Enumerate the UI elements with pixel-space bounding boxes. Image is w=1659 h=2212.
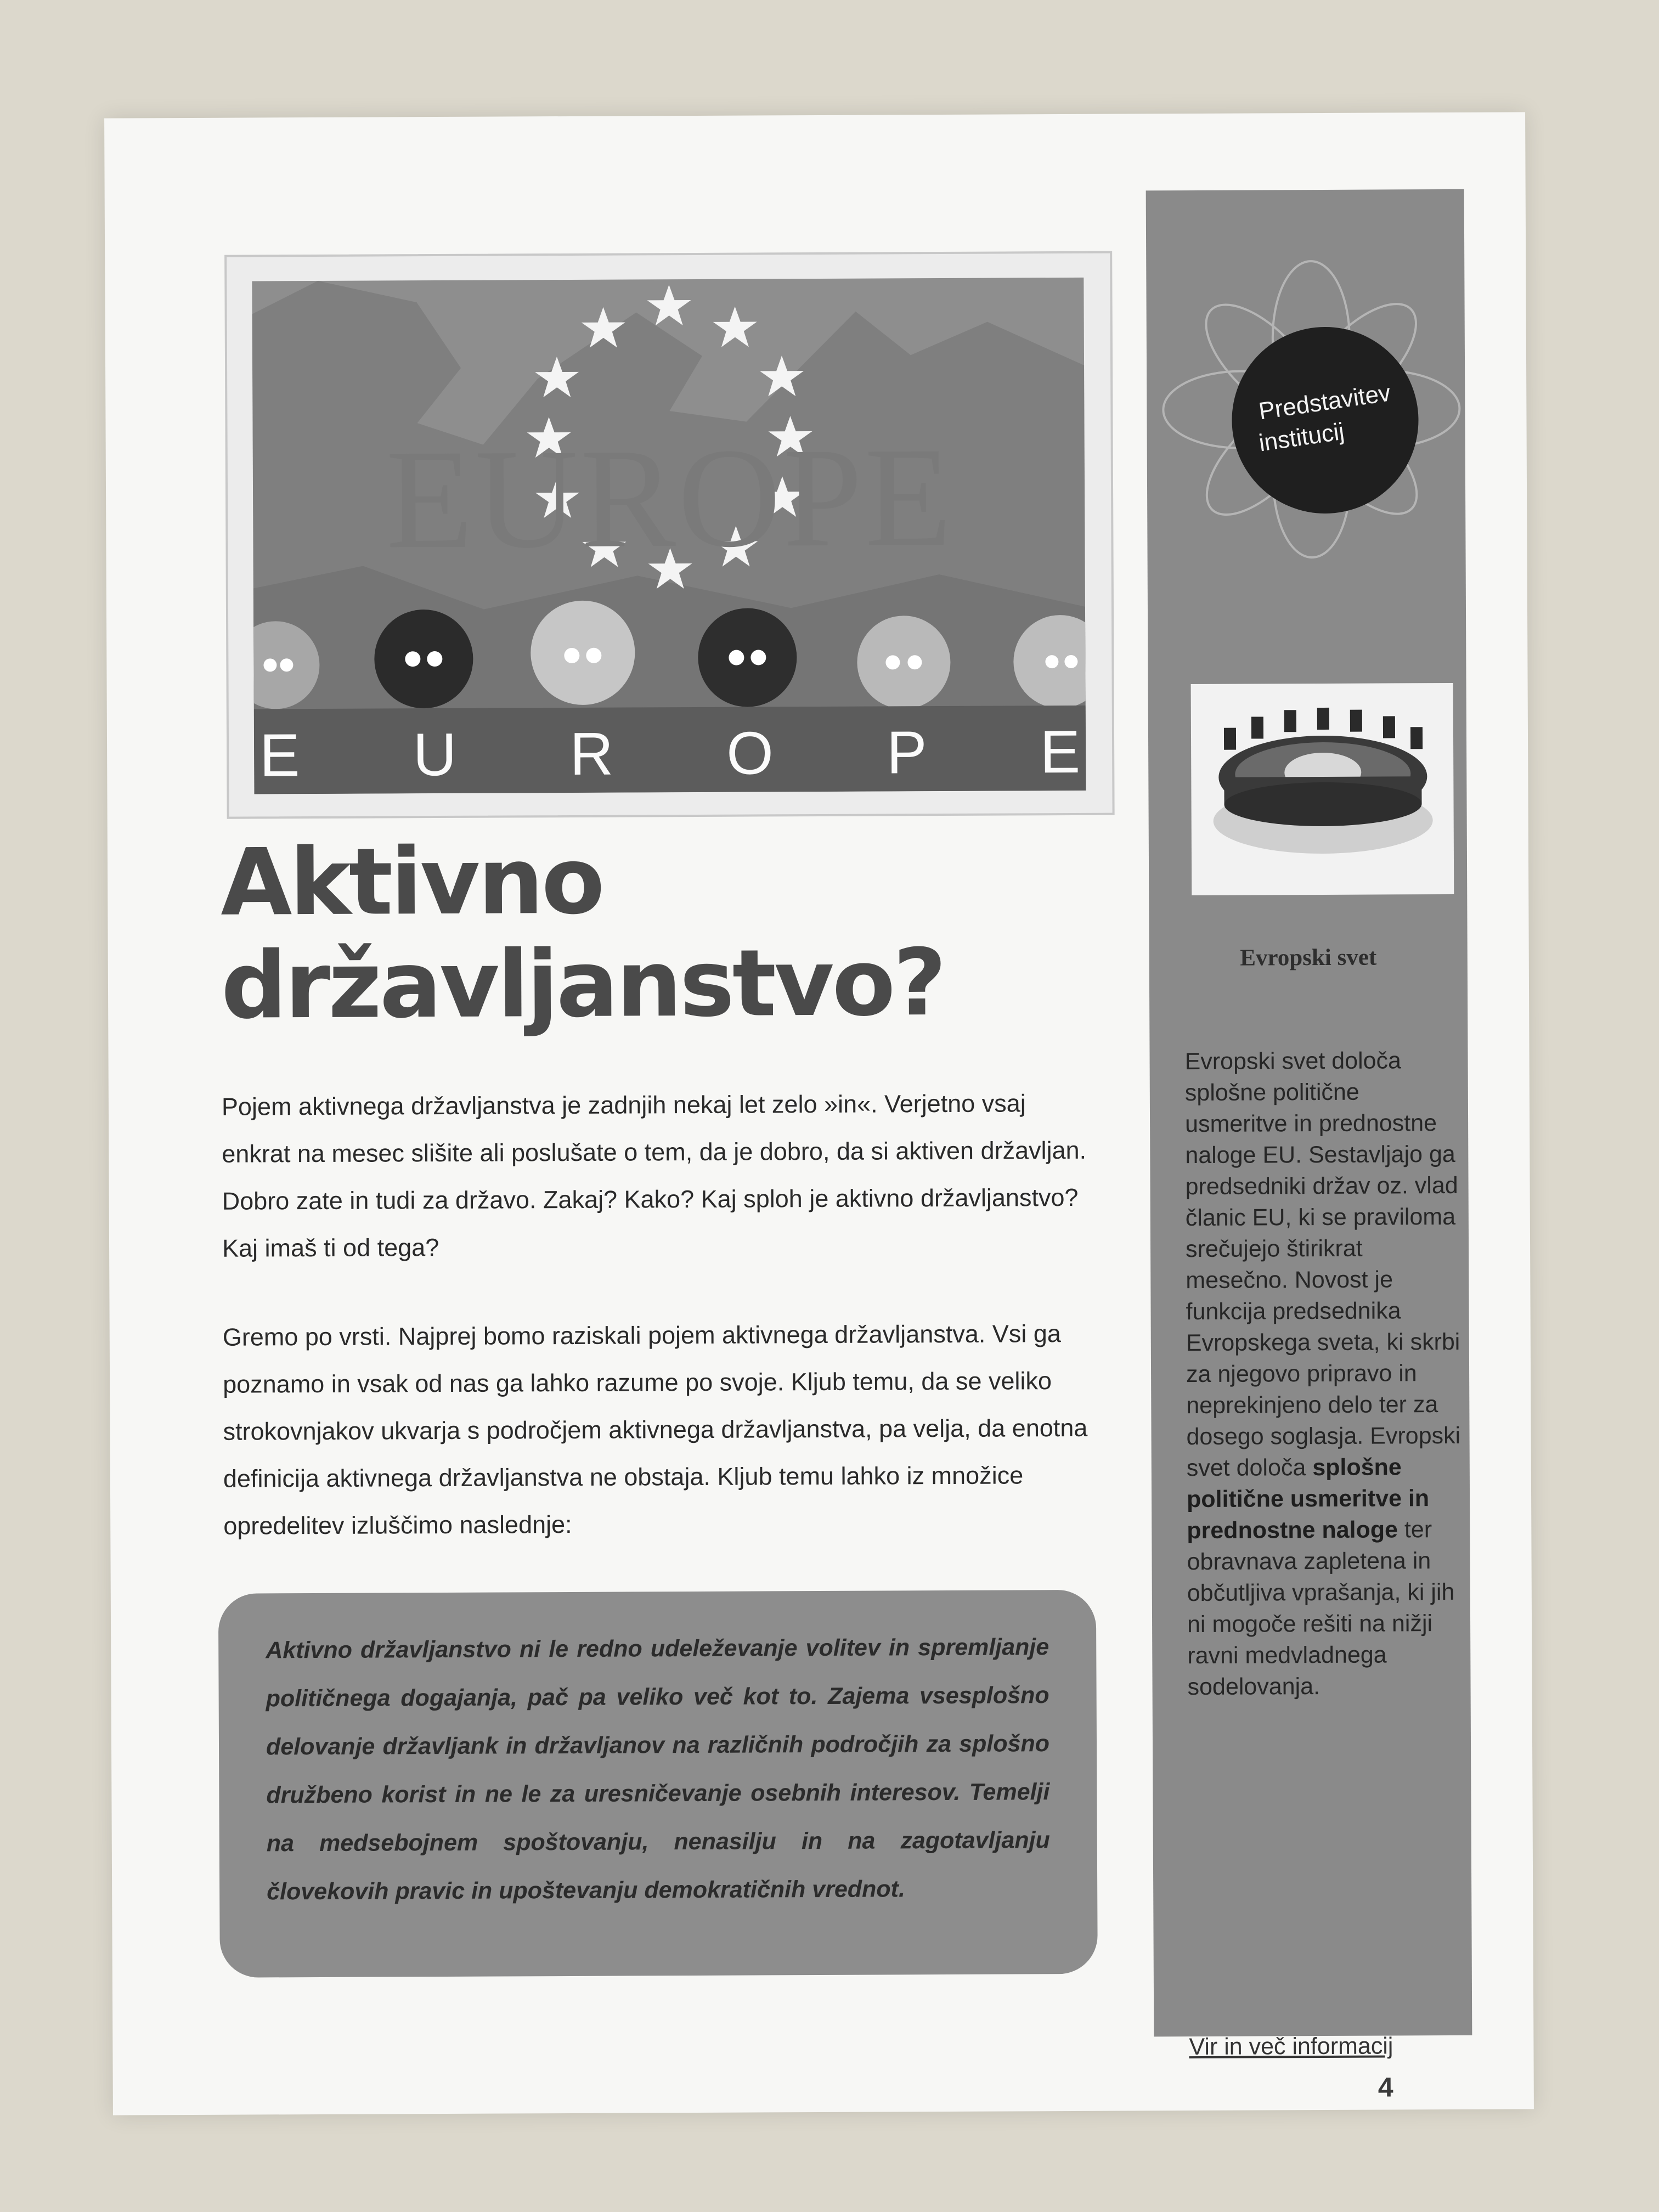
badge-line-1: Predstavitev bbox=[1257, 379, 1392, 425]
hero-letter: R bbox=[569, 720, 614, 788]
europe-illustration bbox=[252, 278, 1086, 794]
council-table-image bbox=[1191, 683, 1454, 895]
page-number: 4 bbox=[1378, 2072, 1393, 2103]
sidebar-text-bold: splošne politične usmeritve in prednostne naloge bbox=[1186, 1454, 1430, 1544]
sidebar-text-part-2: ter obravnava zapletena in občutljiva vprašanja, ki jih ni mogoče rešiti na nižji ravni medvladnega sodelovanja. bbox=[1187, 1516, 1455, 1701]
page-sheet bbox=[104, 112, 1534, 2115]
round-table-graphic bbox=[1191, 683, 1454, 895]
image-caption: Evropski svet bbox=[1240, 944, 1377, 971]
hero-title: EUROPE bbox=[385, 417, 955, 579]
definition-quote-text: Aktivno državljanstvo ni le redno udeleževanje volitev in spremljanje političnega dogajanja, pač pa veliko več kot to. Zajema vsesplošno delovanje državljank in državljanov na različnih področjih za splošno družbeno korist in ne le za uresničevanje osebnih interesov. Temelji na medsebojnem spoštovanju, nenasilju in na zagotavljanju človekovih pravic in upoštevanju demokratičnih vrednot. bbox=[266, 1634, 1050, 1905]
badge-decoration bbox=[1157, 255, 1465, 563]
article-heading bbox=[220, 827, 1127, 1040]
definition-quote-box bbox=[218, 1590, 1098, 1978]
sidebar-institutions bbox=[1146, 189, 1472, 2103]
article-paragraph-2: Gremo po vrsti. Najprej bomo raziskali pojem aktivnega državljanstva. Vsi ga poznamo in vsak od nas ga lahko razume po svoje. Kljub temu, da se veliko strokovnjakov ukvarja s področjem aktivnega državljanstva, pa velja, da enotna definicija aktivnega državljanstva ne obstaja. Kljub temu lahko iz množice opredelitev izluščimo naslednje: bbox=[222, 1319, 1088, 1540]
section-badge bbox=[1232, 326, 1419, 514]
hero-letter: O bbox=[726, 719, 774, 787]
more-info-link[interactable]: Vir in več informacij bbox=[1189, 2033, 1393, 2061]
sidebar-body-text bbox=[1184, 1045, 1467, 1703]
badge-line-2: institucij bbox=[1257, 417, 1346, 457]
hero-letter: E bbox=[1040, 718, 1081, 786]
hero-image-frame bbox=[224, 251, 1114, 819]
sidebar-text-part-1: Evropski svet določa splošne politične usmeritve in prednostne naloge EU. Sestavljajo ga predsedniki držav oz. vlad članic EU, ki se praviloma srečujejo štirikrat mesečno. Novost je funkcija predsednika Evropskega sveta, ki skrbi za njegovo pripravo in neprekinjeno delo ter za dosego soglasja. Evropski svet določa bbox=[1184, 1047, 1461, 1482]
heading-line-1: Aktivno bbox=[220, 827, 603, 936]
heading-line-2: državljanstvo? bbox=[221, 929, 945, 1040]
article-paragraph-1: Pojem aktivnega državljanstva je zadnjih nekaj let zelo »in«. Verjetno vsaj enkrat na mesec slišite ali poslušate o tem, da je dobro, da si aktiven državljan. Dobro zate in tudi za državo. Zakaj? Kako? Kaj sploh je aktivno državljanstvo? Kaj imaš ti od tega? bbox=[221, 1089, 1087, 1262]
hero-letters bbox=[254, 714, 1086, 794]
hero-letter: P bbox=[886, 719, 927, 787]
hero-letter: U bbox=[413, 720, 457, 789]
hero-letter: E bbox=[259, 721, 300, 789]
